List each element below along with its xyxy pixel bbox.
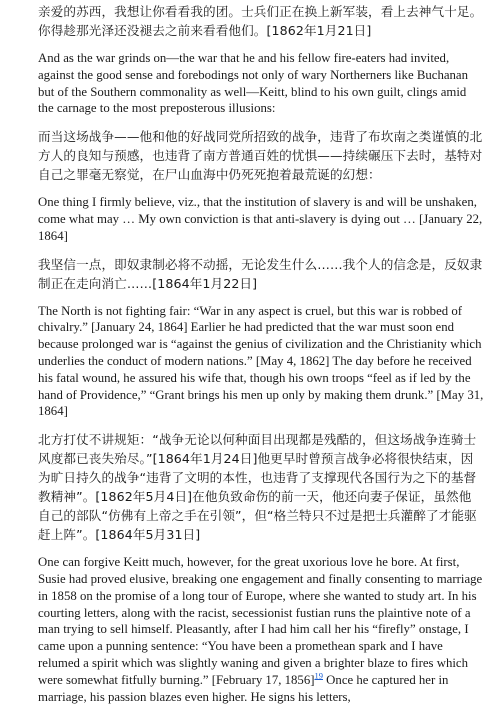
paragraph-en-3: The North is not fighting fair: “War in any aspect is cruel, but this war is robbed of chivalry.” [January 24, 1864] Earlier he had predicted that the war must soon end because prolonged war is “against the genius of civilization and the Christianity which underlies the conduct of modern nations.” [May 4, 1862] The day before he received his fatal wound, he assured his wife that, though his own troops “feel as if led by the hand of Providence,” “Grant brings his men up only by making them drunk.” [May 31, 1864] bbox=[38, 303, 484, 419]
paragraph-zh-1: 亲爱的苏西，我想让你看看我的团。士兵们正在换上新军装，看上去神气十足。你得趁那光泽还没褪去之前来看看他们。[1862年1月21日] bbox=[38, 4, 483, 38]
paragraph-zh-2: 而当这场战争——他和他的好战同党所招致的战争，违背了布坎南之类谨慎的北方人的良知与预感，也违背了南方普通百姓的忧惧——持续碾压下去时，基特对自己之罪毫无察觉，在尸山血海中仍死死抱着最荒诞的幻想： bbox=[38, 129, 483, 183]
paragraph-en-2: One thing I firmly believe, viz., that the institution of slavery is and will be unshaken, come what may … My own conviction is that anti-slavery is dying out … [January 22, 1864] bbox=[38, 195, 483, 243]
footnote-link-19[interactable]: 19 bbox=[314, 670, 323, 681]
paragraph-en-4 bbox=[38, 554, 484, 705]
paragraph-en-4-continuation: Once he captured her in marriage, his passion blazes even higher. He signs his letters, bbox=[38, 672, 449, 704]
paragraph-zh-4: 北方打仗不讲规矩：“战争无论以何种面目出现都是残酷的，但这场战争连骑士风度都已丧失殆尽。”[1864年1月24日]他更早时曾预言战争必将很快结束，因为旷日持久的战争“违背了文明的本性，也违背了支撑现代各国行为之下的基督教精神”。[1862年5月4日]在他负致命伤的前一天，他还向妻子保证，虽然他自己的部队“仿佛有上帝之手在引领”，但“格兰特只不过是把士兵灌醉了才能驱赶上阵”。[1864年5月31日] bbox=[38, 432, 477, 543]
paragraph-en-1: And as the war grinds on—the war that he and his fellow fire-eaters had invited, against the good sense and forebodings not only of wary Northerners like Buchanan but of the Southern commonality as well—Keitt, blind to his own guilt, clings amid the carnage to the most preposterous illusions: bbox=[38, 51, 469, 116]
paragraph-zh-3: 我坚信一点，即奴隶制必将不动摇，无论发生什么……我个人的信念是，反奴隶制正在走向消亡……[1864年1月22日] bbox=[38, 256, 483, 291]
paragraph-en-4-text: One can forgive Keitt much, however, for the great uxorious love he bore. At first, Susie had proved elusive, breaking one engagement and finally consenting to marriage in 1858 on the promise of a long tour of Europe, where she wanted to study art. In his courting letters, along with the racist, secessionist fustian runs the plaintive note of a man trying to sell himself. Pleasantly, after I had him call her his “firefly” onstage, I came upon a punning sentence: “You have been a promethean spark and I have relumed a spirit which was slightly waning and given a brighter blaze to fires which were somewhat fitfully burning.” [February 17, 1856] bbox=[38, 555, 483, 687]
